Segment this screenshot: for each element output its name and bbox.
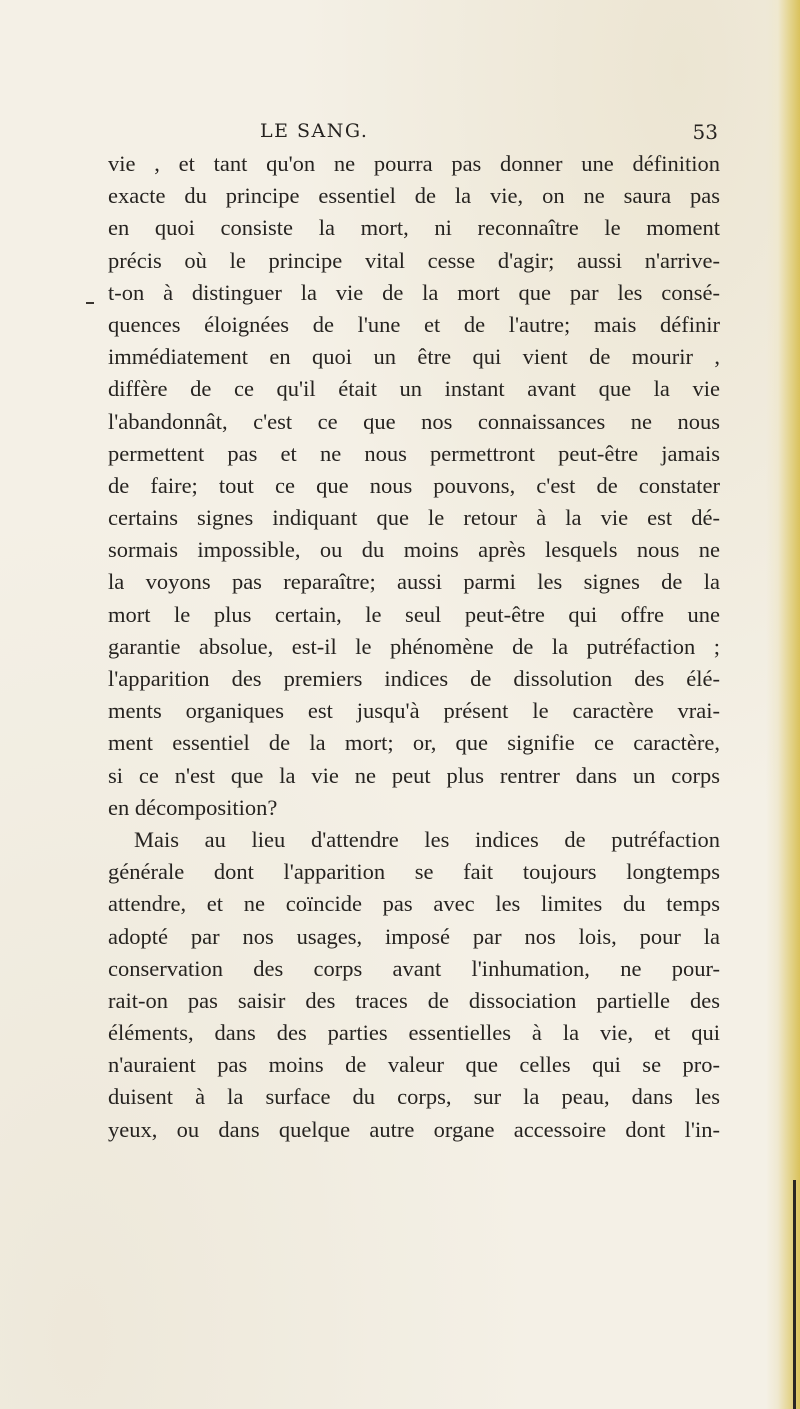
text-line: immédiatement en quoi un être qui vient de mourir , [108,344,720,370]
text-line: adopté par nos usages, imposé par nos lois, pour la [108,923,720,949]
text-line: garantie absolue, est-il le phénomène de la putréfaction ; [108,633,720,659]
text-line: l'abandonnât, c'est ce que nos connaissances ne nous [108,408,720,434]
binding-edge [793,1180,796,1409]
text-line: certains signes indiquant que le retour à la vie est dé- [108,505,720,531]
text-line: éléments, dans des parties essentielles à la vie, et qui [108,1020,720,1046]
text-line: ments organiques est jusqu'à présent le caractère vrai- [108,698,720,724]
text-line: précis où le principe vital cesse d'agir; aussi n'arrive- [108,247,720,273]
text-line: yeux, ou dans quelque autre organe accessoire dont l'in- [108,1116,720,1142]
paragraph-end-line: en décomposition? [108,794,278,820]
body-text [108,148,720,1146]
text-line: attendre, et ne coïncide pas avec les limites du temps [108,891,720,917]
text-line: quences éloignées de l'une et de l'autre; mais définir [108,311,720,337]
text-line: n'auraient pas moins de valeur que celles qui se pro- [108,1052,720,1078]
text-line: rait-on pas saisir des traces de dissociation partielle des [108,987,720,1013]
margin-mark [86,302,94,304]
text-line: vie , et tant qu'on ne pourra pas donner une définition [108,151,720,176]
text-line: sormais impossible, ou du moins après lesquels nous ne [108,537,720,563]
text-line: en quoi consiste la mort, ni reconnaître le moment [108,215,720,241]
paragraph-start-line: Mais au lieu d'attendre les indices de putréfaction [134,826,720,852]
text-line: t-on à distinguer la vie de la mort que par les consé- [108,279,720,305]
text-line: diffère de ce qu'il était un instant avant que la vie [108,376,720,402]
page-number: 53 [692,120,718,144]
text-line: la voyons pas reparaître; aussi parmi les signes de la [108,569,720,595]
text-line: si ce n'est que la vie ne peut plus rentrer dans un corps [108,762,720,788]
running-title: LE SANG. [260,120,369,142]
text-line: de faire; tout ce que nous pouvons, c'est de constater [108,472,720,498]
text-line: permettent pas et ne nous permettront peut-être jamais [108,440,720,466]
text-line: duisent à la surface du corps, sur la peau, dans les [108,1084,720,1110]
text-line: exacte du principe essentiel de la vie, on ne saura pas [108,183,720,209]
text-line: générale dont l'apparition se fait toujours longtemps [108,859,720,885]
text-line: mort le plus certain, le seul peut-être qui offre une [108,601,720,627]
page-header [108,120,718,150]
text-line: l'apparition des premiers indices de dissolution des élé- [108,666,720,691]
text-line: conservation des corps avant l'inhumation, ne pour- [108,955,720,981]
text-line: ment essentiel de la mort; or, que signifie ce caractère, [108,730,720,756]
